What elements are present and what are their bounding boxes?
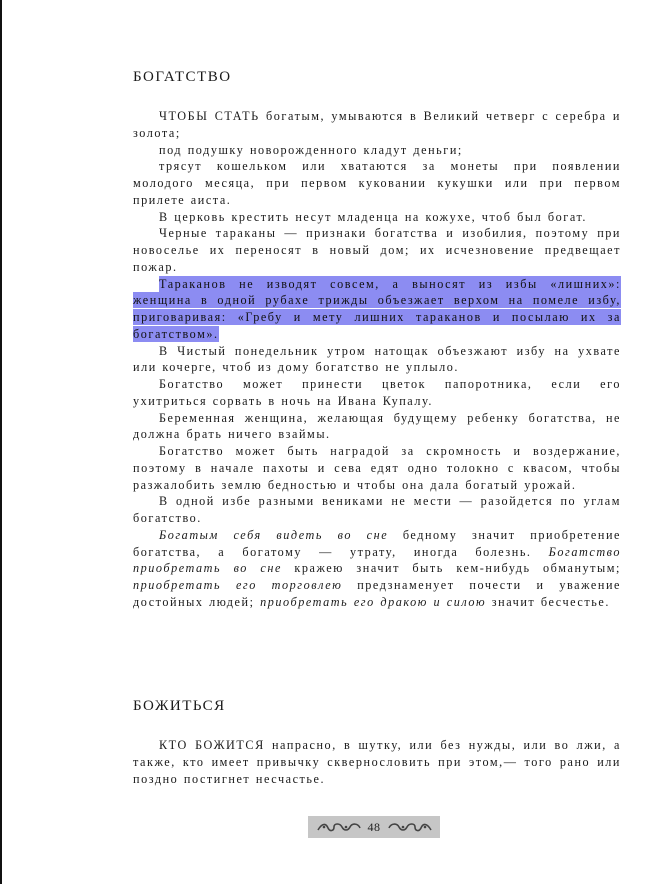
section-bozhitsya-body (133, 737, 621, 787)
paragraph: В Чистый понедельник утром натощак объезжают избу на ухвате или кочерге, чтоб из дому богатство не уплыло. (133, 343, 621, 375)
lead-caps: КТО БОЖИТСЯ (159, 738, 265, 752)
paragraph: В одной избе разными вениками не мести — разойдется по углам богатство. (133, 494, 621, 525)
page-number: 48 (367, 819, 381, 834)
page-edge-line (0, 0, 2, 884)
paragraph: Богатство может принести цветок папоротника, если его ухитриться сорвать в ночь на Ивана Купалу. (133, 377, 621, 408)
paragraph: ЧТОБЫ СТАТЬ богатым, умываются в Великий четверг с серебра и золота; (133, 109, 621, 140)
highlighted-paragraph[interactable] (133, 276, 621, 343)
lead-caps: ЧТОБЫ СТАТЬ (159, 109, 260, 123)
section-bogatstvo-body (133, 108, 621, 611)
paragraph: Богатство может быть наградой за скромность и воздержание, поэтому в начале пахоты и сева едят одно толокно с квасом, чтобы разжалобить землю бедностью и чтобы она дала богатый урожай. (133, 444, 621, 492)
ornament-left-icon (316, 821, 362, 833)
ornament-right-icon (387, 821, 433, 833)
paragraph: КТО БОЖИТСЯ напрасно, в шутку, или без нужды, или во лжи, а также, кто имеет привычку сквернословить при этом,— того рано или поздно постигнет несчастье. (133, 738, 622, 786)
paragraph: под подушку новорожденного кладут деньги; (159, 142, 463, 157)
paragraph: В церковь крестить несут младенца на кожухе, чтоб был богат. (159, 209, 588, 224)
paragraph: Черные тараканы — признаки богатства и изобилия, поэтому при новоселье их переносят в новый дом; их исчезновение предвещает пожар. (133, 226, 621, 274)
paragraph: трясут кошельком или хватаются за монеты при появлении молодого месяца, при первом куковании кукушки или при первом прилете аиста. (133, 159, 621, 207)
page-footer (308, 816, 440, 838)
paragraph: Беременная женщина, желающая будущему ребенку богатства, не должна брать ничего взаймы. (133, 410, 621, 442)
paragraph-dream: Богатым себя видеть во сне бедному значит приобретение богатства, а богатому — утрату, иногда болезнь. Богатство приобретать во сне кражею значит быть кем-нибудь обманутым; приобретать его торговлею предзнаменует почести и уважение достойных людей; приобретать его дракою и силою значит бесчестье. (133, 527, 621, 609)
section-heading-bozhitsya: БОЖИТЬСЯ (133, 698, 226, 714)
text-selection-highlight[interactable]: Тараканов не изводят совсем, а выносят из избы «лишних»: женщина в одной рубахе трижды объезжает верхом на помеле избу, приговаривая: «Гребу и мету лишних тараканов и посылаю их за богатством». (133, 276, 621, 341)
section-heading-bogatstvo: БОГАТСТВО (133, 69, 232, 85)
